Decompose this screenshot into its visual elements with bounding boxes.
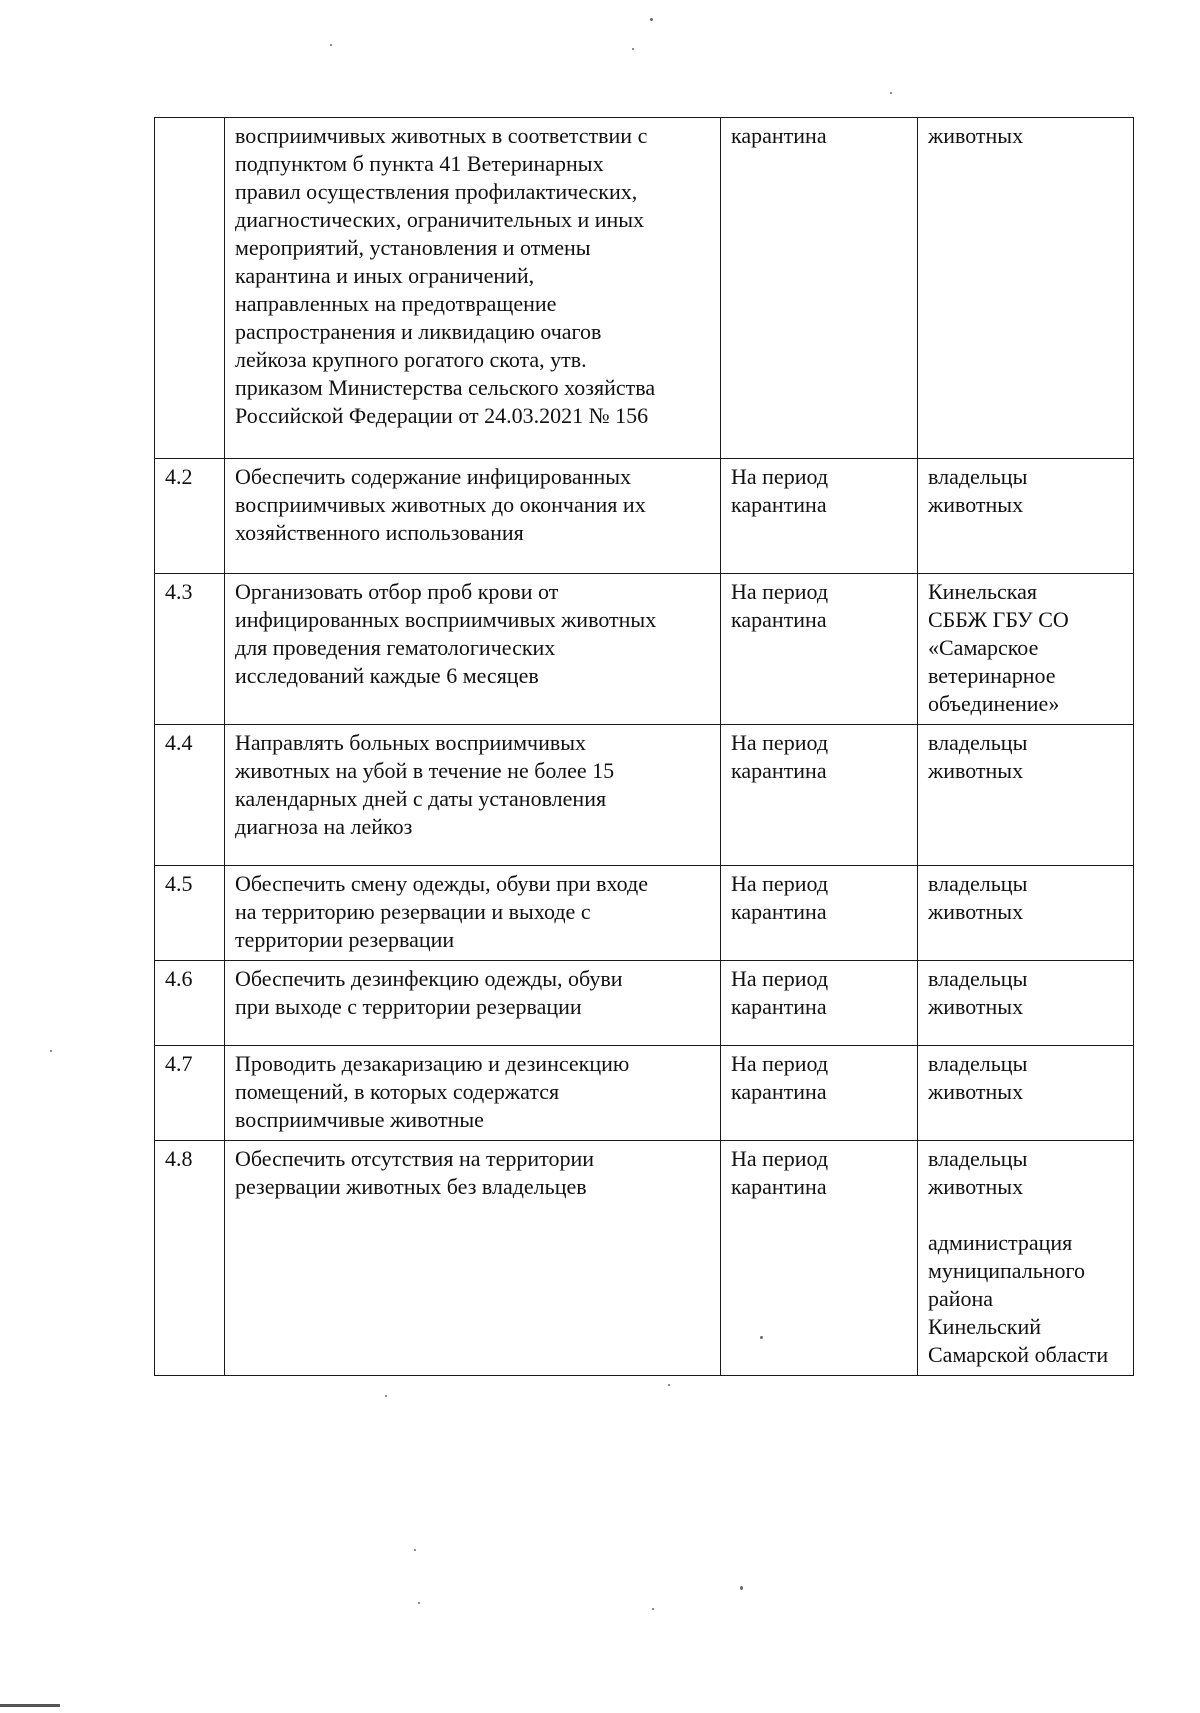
measures-table bbox=[154, 117, 1134, 1376]
term-text: На период карантина bbox=[721, 459, 918, 574]
row-number bbox=[155, 118, 225, 459]
responsible-text: владельцы животных bbox=[928, 1051, 1028, 1104]
responsible-text: владельцы животных bbox=[928, 966, 1028, 1019]
responsible-text: владельцы животных bbox=[928, 1146, 1028, 1199]
scan-speck bbox=[650, 18, 653, 21]
row-number: 4.4 bbox=[155, 725, 225, 866]
row-number: 4.6 bbox=[155, 961, 225, 1046]
table-row bbox=[155, 118, 1134, 459]
scan-speck bbox=[418, 1602, 420, 1604]
scan-speck bbox=[760, 1336, 763, 1339]
table-row bbox=[155, 866, 1134, 961]
scan-speck bbox=[330, 44, 332, 46]
responsible-text: Кинельская СББЖ ГБУ СО «Самарское ветеринарное объединение» bbox=[928, 579, 1069, 716]
scan-speck bbox=[414, 1549, 416, 1551]
table-row bbox=[155, 1141, 1134, 1376]
row-number: 4.2 bbox=[155, 459, 225, 574]
term-text: На период карантина bbox=[721, 1046, 918, 1141]
measure-text: Направлять больных восприимчивых животных на убой в течение не более 15 календарных дней с даты установления диагноза на лейкоз bbox=[225, 725, 721, 866]
scan-speck bbox=[668, 1384, 670, 1386]
responsible-cell bbox=[918, 574, 1134, 725]
term-text: На период карантина bbox=[721, 725, 918, 866]
measure-text: Обеспечить смену одежды, обуви при входе на территорию резервации и выходе с территории резервации bbox=[225, 866, 721, 961]
table-row bbox=[155, 961, 1134, 1046]
responsible-cell bbox=[918, 866, 1134, 961]
measure-text: восприимчивых животных в соответствии с подпунктом б пункта 41 Ветеринарных правил осуществления профилактических, диагностических, ограничительных и иных мероприятий, установления и отмены карантина и иных ограничений, направленных на предотвращение распространения и ликвидацию очагов лейкоза крупного рогатого скота, утв. приказом Министерства сельского хозяйства Российской Федерации от 24.03.2021 № 156 bbox=[225, 118, 721, 459]
responsible-text: владельцы животных bbox=[928, 464, 1028, 517]
measure-text: Обеспечить отсутствия на территории резервации животных без владельцев bbox=[225, 1141, 721, 1376]
measure-text: Обеспечить дезинфекцию одежды, обуви при выходе с территории резервации bbox=[225, 961, 721, 1046]
table-row bbox=[155, 725, 1134, 866]
responsible-cell bbox=[918, 459, 1134, 574]
table-row bbox=[155, 574, 1134, 725]
row-number: 4.3 bbox=[155, 574, 225, 725]
scan-speck bbox=[385, 1395, 387, 1397]
row-number: 4.5 bbox=[155, 866, 225, 961]
table-row bbox=[155, 459, 1134, 574]
term-text: На период карантина bbox=[721, 961, 918, 1046]
scan-speck bbox=[632, 48, 634, 50]
measure-text: Организовать отбор проб крови от инфицированных восприимчивых животных для проведения гематологических исследований каждые 6 месяцев bbox=[225, 574, 721, 725]
term-text: карантина bbox=[721, 118, 918, 459]
row-number: 4.7 bbox=[155, 1046, 225, 1141]
term-text: На период карантина bbox=[721, 866, 918, 961]
measure-text: Проводить дезакаризацию и дезинсекцию помещений, в которых содержатся восприимчивые животные bbox=[225, 1046, 721, 1141]
term-text: На период карантина bbox=[721, 1141, 918, 1376]
table-row bbox=[155, 1046, 1134, 1141]
scan-speck bbox=[50, 1050, 52, 1052]
responsible-cell bbox=[918, 118, 1134, 459]
responsible-spacer bbox=[928, 1201, 1125, 1229]
row-number: 4.8 bbox=[155, 1141, 225, 1376]
responsible-cell bbox=[918, 725, 1134, 866]
responsible-text: владельцы животных bbox=[928, 871, 1028, 924]
responsible-text-secondary: администрация муниципального района Кинельский Самарской области bbox=[928, 1230, 1109, 1367]
measure-text: Обеспечить содержание инфицированных восприимчивых животных до окончания их хозяйственного использования bbox=[225, 459, 721, 574]
responsible-cell bbox=[918, 1046, 1134, 1141]
responsible-cell bbox=[918, 1141, 1134, 1376]
responsible-text: владельцы животных bbox=[928, 730, 1028, 783]
responsible-cell bbox=[918, 961, 1134, 1046]
scan-speck bbox=[890, 92, 892, 94]
scan-speck bbox=[652, 1608, 654, 1610]
responsible-text: животных bbox=[928, 123, 1024, 148]
scan-edge-mark bbox=[0, 1704, 60, 1707]
scan-speck bbox=[740, 1586, 743, 1590]
term-text: На период карантина bbox=[721, 574, 918, 725]
